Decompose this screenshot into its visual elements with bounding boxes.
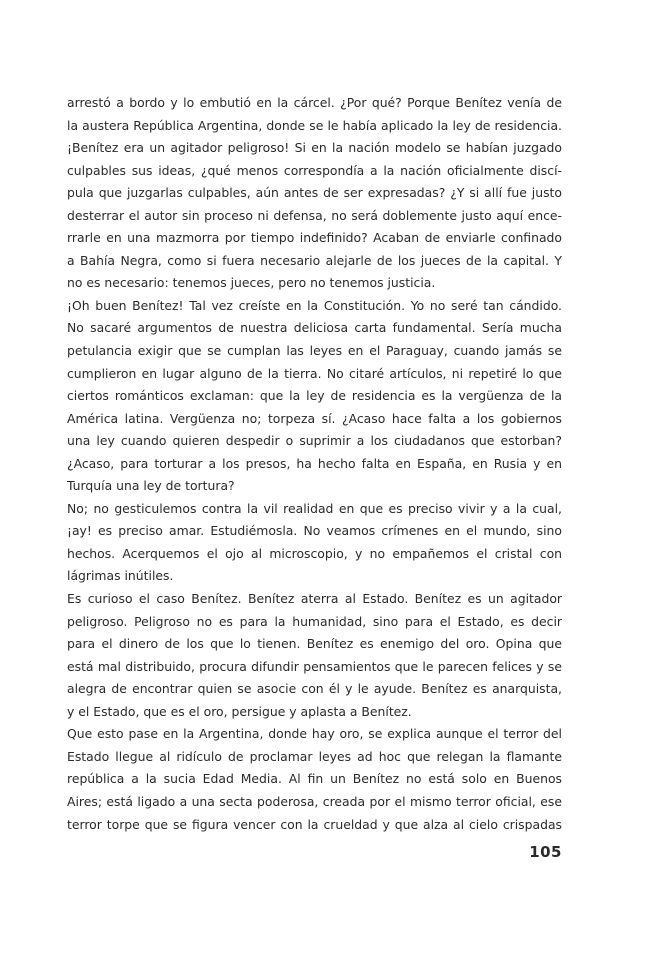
page-number: 105	[529, 843, 562, 861]
text-line: pula que juzgarlas culpables, aún antes de ser expresadas? ¿Y si allí fue justo	[67, 185, 562, 201]
text-line: peligroso. Peligroso no es para la humanidad, sino para el Estado, es decir	[67, 613, 562, 629]
text-line: Es curioso el caso Benítez. Benítez aterra al Estado. Benítez es un agitador	[67, 591, 562, 607]
text-line: Turquía una ley de tortura?	[67, 478, 235, 494]
text-line: alegra de encontrar quien se asocie con él y le ayude. Benítez es anarquista,	[67, 681, 562, 697]
text-line: cumplieron en lugar alguno de la tierra. No citaré artículos, ni repetiré lo que	[67, 365, 562, 381]
text-line: desterrar el autor sin proceso ni defensa, no será doblemente justo aquí ence-	[67, 207, 562, 223]
text-line: ¡Benítez era un agitador peligroso! Si en la nación modelo se habían juzgado	[67, 140, 562, 156]
text-line: ¿Acaso, para torturar a los presos, ha hecho falta en España, en Rusia y en	[67, 455, 562, 471]
text-line: lágrimas inútiles.	[67, 568, 174, 584]
text-line: Que esto pase en la Argentina, donde hay oro, se explica aunque el terror del	[67, 726, 562, 742]
body-text	[67, 92, 562, 836]
text-line: no es necesario: tenemos jueces, pero no tenemos justicia.	[67, 275, 436, 291]
text-line: Estado llegue al ridículo de proclamar leyes ad hoc que relegan la flamante	[67, 748, 562, 764]
text-line: No; no gesticulemos contra la vil realidad en que es preciso vivir y a la cual,	[67, 500, 562, 516]
text-line: terror torpe que se figura vencer con la crueldad y que alza al cielo crispadas	[67, 816, 562, 832]
text-line: América latina. Vergüenza no; torpeza sí. ¿Acaso hace falta a los gobiernos	[67, 410, 562, 426]
text-line: república a la sucia Edad Media. Al fin un Benítez no está solo en Buenos	[67, 771, 562, 787]
text-line: la austera República Argentina, donde se le había aplicado la ley de residencia.	[67, 117, 562, 133]
text-line: rrarle en una mazmorra por tiempo indefinido? Acaban de enviarle confinado	[67, 230, 562, 246]
text-line: Aires; está ligado a una secta poderosa, creada por el mismo terror oficial, ese	[67, 793, 562, 809]
text-line: ¡ay! es preciso amar. Estudiémosla. No veamos crímenes en el mundo, sino	[67, 523, 562, 539]
text-line: ¡Oh buen Benítez! Tal vez creíste en la Constitución. Yo no seré tan cándido.	[67, 297, 562, 313]
text-line: arrestó a bordo y lo embutió en la cárcel. ¿Por qué? Porque Benítez venía de	[67, 95, 562, 110]
text-line: a Bahía Negra, como si fuera necesario alejarle de los jueces de la capital. Y	[67, 252, 562, 268]
text-line: una ley cuando quieren despedir o suprimir a los ciudadanos que estorban?	[67, 433, 562, 449]
text-line: para el dinero de los que lo tienen. Benítez es enemigo del oro. Opina que	[67, 636, 562, 652]
text-line: petulancia exigir que se cumplan las leyes en el Paraguay, cuando jamás se	[67, 343, 562, 359]
text-line: está mal distribuido, procura difundir pensamientos que le parecen felices y se	[67, 658, 562, 674]
text-line: hechos. Acerquemos el ojo al microscopio, y no empañemos el cristal con	[67, 545, 562, 561]
text-line: No sacaré argumentos de nuestra deliciosa carta fundamental. Sería mucha	[67, 320, 562, 336]
text-line: culpables sus ideas, ¿qué menos correspondía a la nación oficialmente discí-	[67, 162, 562, 178]
text-line: y el Estado, que es el oro, persigue y aplasta a Benítez.	[67, 703, 412, 719]
text-line: ciertos románticos exclaman: que la ley de residencia es la vergüenza de la	[67, 388, 562, 404]
